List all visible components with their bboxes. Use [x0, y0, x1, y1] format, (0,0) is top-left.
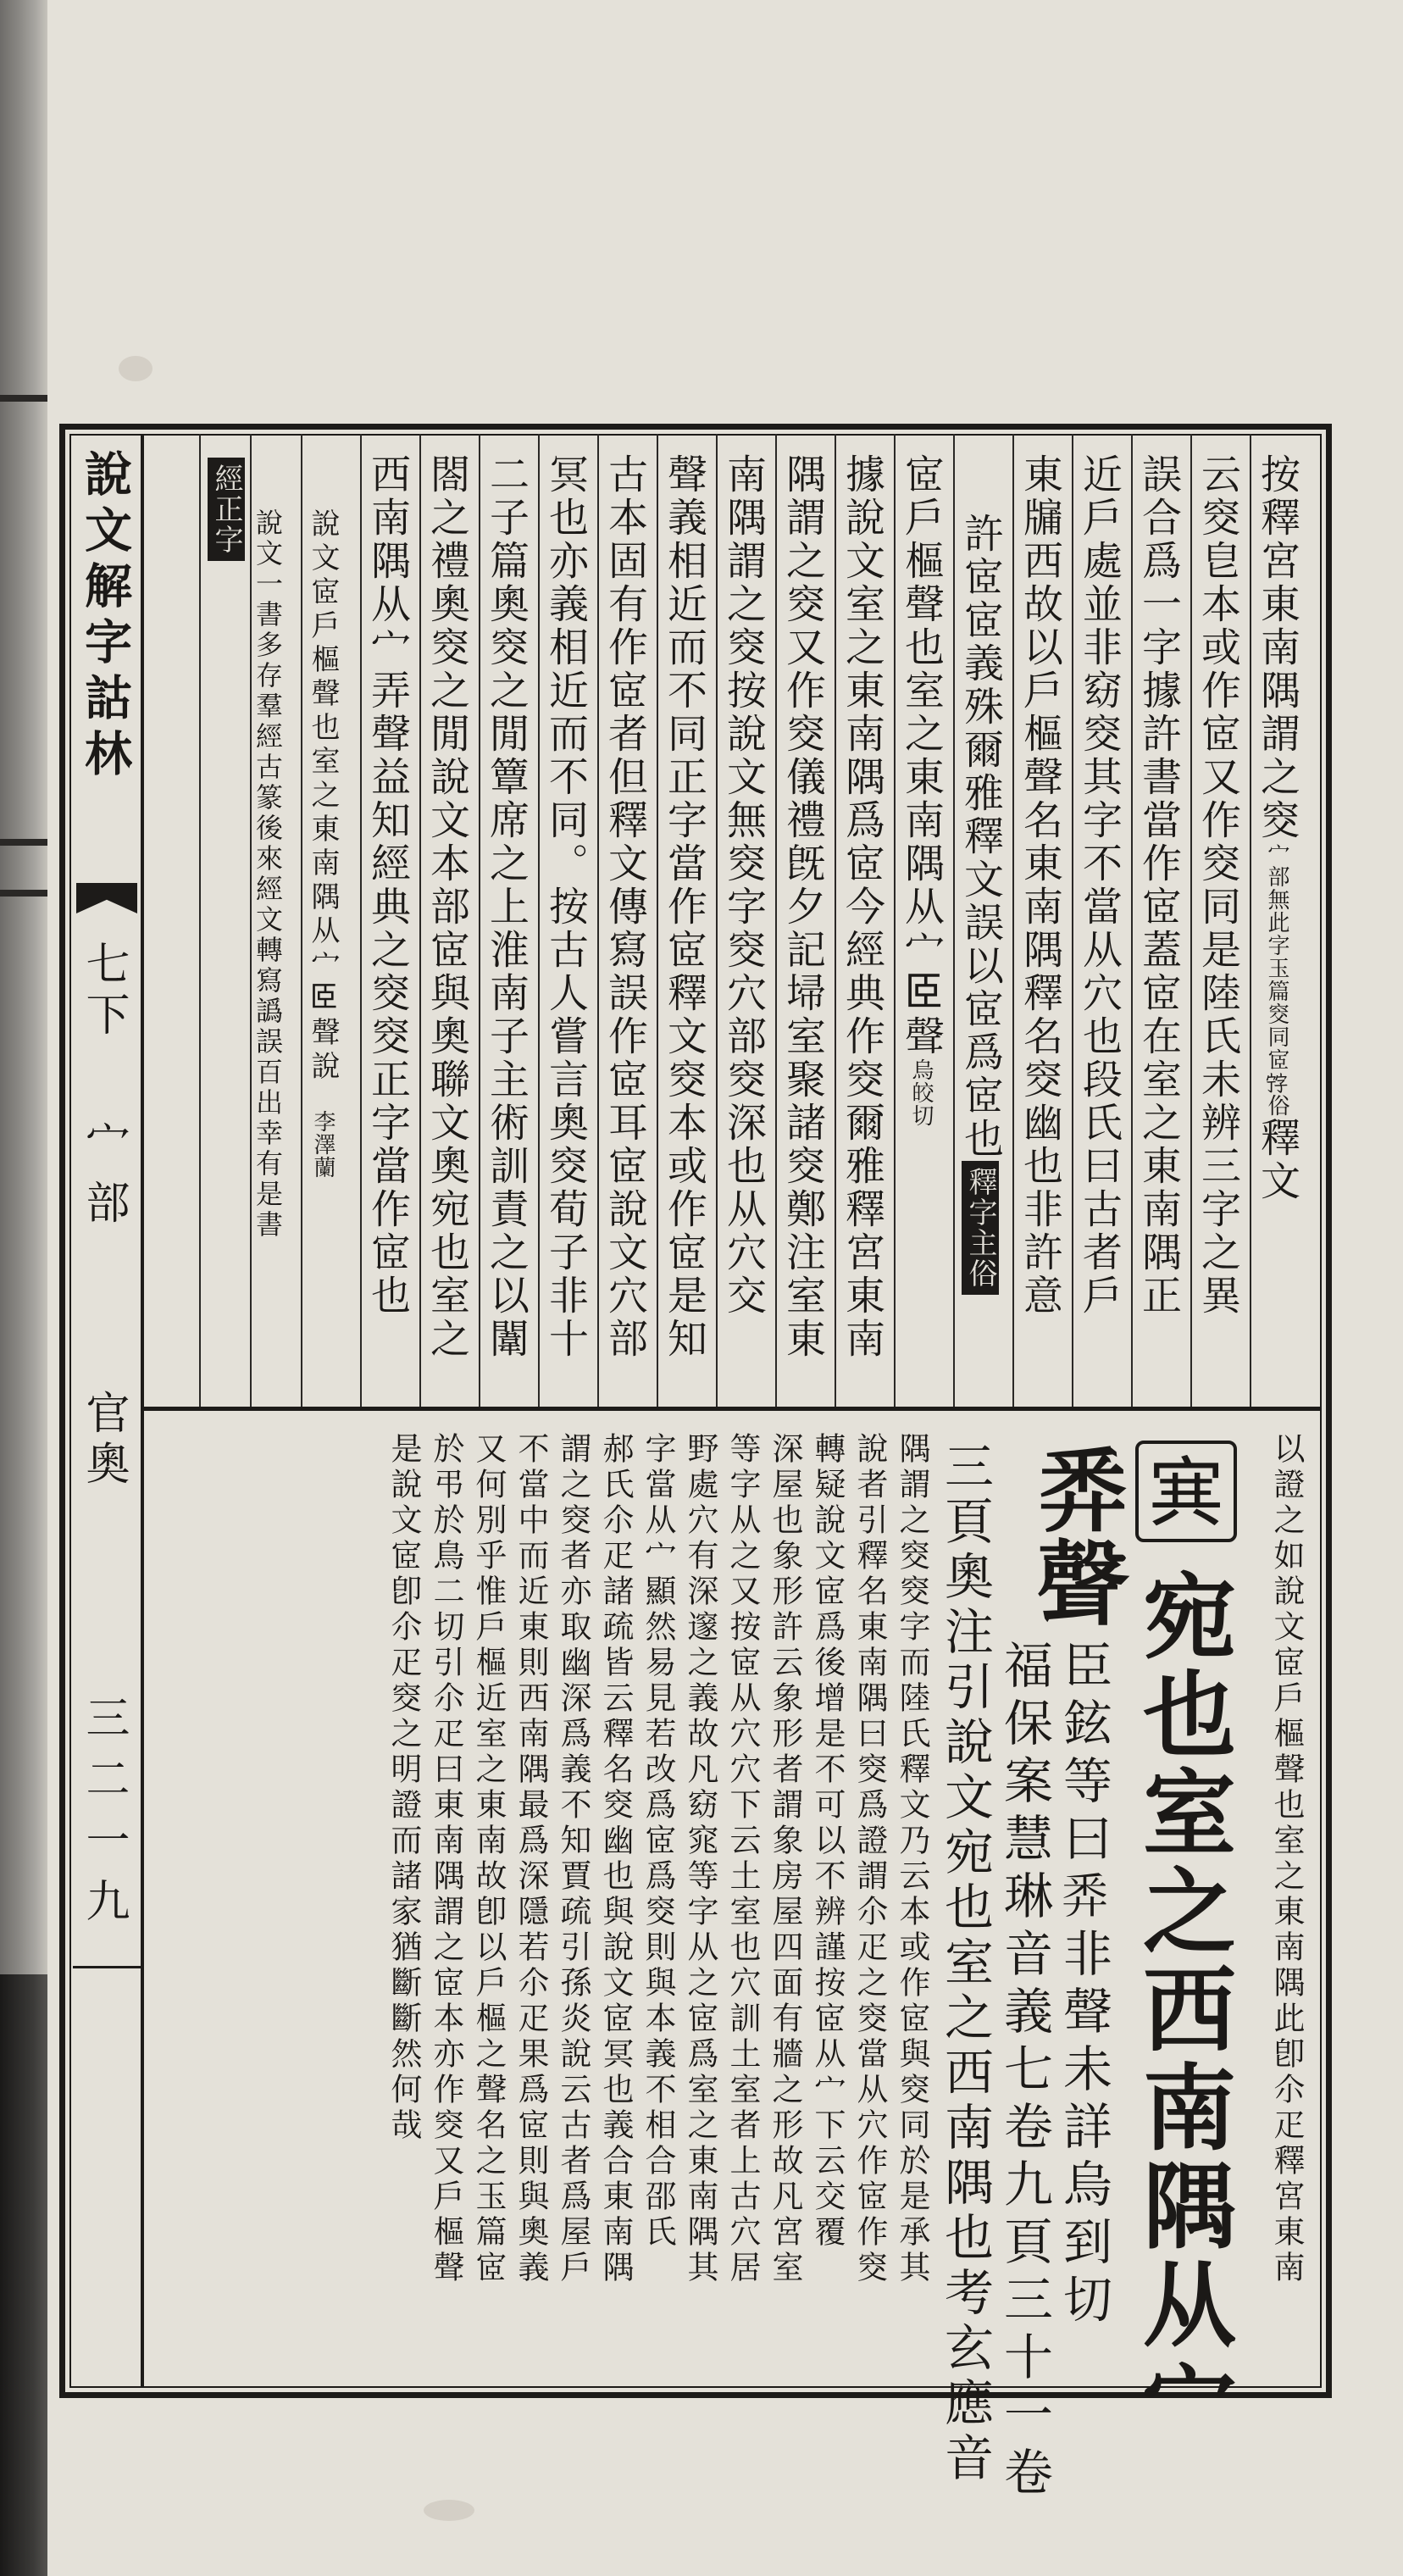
- commentary-column: 郝氏尒疋諸疏皆云釋名窔幽也與說文宧冥也義合東南隅: [597, 1432, 634, 2286]
- upper-text: 說文宧戶樞聲也室之東南隅从宀𦣞聲說: [306, 508, 340, 1085]
- spine-shadow: [0, 1974, 47, 2576]
- spine-band: [0, 839, 47, 846]
- commentary-column: 深屋也象形許云象形者謂象房屋四面有牆之形故凡宮室: [767, 1432, 803, 2286]
- fubao-note-2: 三頁奧注引說文宛也室之西南隅也考玄應音: [936, 1441, 994, 2487]
- upper-column-11: 聲義相近而不同正字當作宧釋文窔本或作宧是知: [661, 453, 707, 1361]
- column-rule: [1072, 434, 1073, 1407]
- column-rule: [1190, 434, 1192, 1407]
- seal-script-glyph: 𡨄: [1135, 1441, 1237, 1542]
- upper-column-9: 隅謂之窔又作窔儀禮旣夕記埽室聚諸窔鄭注室東: [779, 453, 826, 1361]
- commentary-column: 於弔於鳥二切引尒疋曰東南隅謂之宧本亦作窔又戶樞聲: [428, 1432, 464, 2286]
- commentary-column: 字當从宀顯然易見若改爲宧爲窔則與本義不相合邵氏: [640, 1432, 676, 2251]
- fubao-note-1: 福保案慧琳音義七卷九頁三十一卷: [995, 1640, 1053, 2504]
- commentary-column: 轉疑說文宧爲後增是不可以不辨謹按宧从宀下云交覆: [809, 1432, 846, 2251]
- upper-text: 許宧宧義殊爾雅釋文誤以宧爲宧也: [957, 513, 1004, 1161]
- upper-column-6: [957, 513, 1004, 1295]
- column-rule: [419, 434, 421, 1407]
- commentary-column: 野處穴有深邃之義故凡窈窕等字从之宧爲室之東南隅其: [682, 1432, 718, 2286]
- paper-stain: [424, 2500, 474, 2521]
- upper-column-16: 西南隅从宀弄聲益知經典之窔窔正字當作宧也: [364, 453, 411, 1318]
- banxin-foot-rule: [73, 1966, 141, 1968]
- commentary-column: 以證之如說文宧戶樞聲也室之東南隅此卽尒疋釋宮東南: [1268, 1432, 1305, 2286]
- spine-band: [0, 890, 47, 897]
- commentary-column: 隅謂之窔窔字而陸氏釋文乃云本或作宧與窔同於是承其: [894, 1432, 930, 2286]
- commentary-column: 又何別乎惟戶樞近室之東南故卽以戶樞之聲名之玉篇宧: [470, 1432, 507, 2286]
- book-spine-edge: [0, 0, 47, 2576]
- boxed-label: 釋字主俗: [962, 1161, 999, 1295]
- entry-phonetic: 𢍏聲: [1026, 1441, 1135, 1627]
- commentary-column: 說者引釋名東南隅曰窔爲證謂尒疋之窔當从穴作宧作窔: [851, 1432, 888, 2286]
- column-rule: [597, 434, 599, 1407]
- upper-column-1: [1254, 453, 1300, 1203]
- upper-column-17: [306, 508, 340, 1179]
- banxin-separator: [141, 434, 144, 2388]
- column-rule: [953, 434, 955, 1407]
- column-rule: [894, 434, 896, 1407]
- zhengzi-box-column: [207, 458, 247, 561]
- register-divider: [144, 1407, 1322, 1411]
- column-rule: [479, 434, 480, 1407]
- upper-column-10: 南隅謂之窔按說文無窔字窔穴部窔深也从穴交: [720, 453, 767, 1318]
- column-rule: [775, 434, 777, 1407]
- radical-section-label: 宀部: [78, 1119, 129, 1241]
- column-rule: [1131, 434, 1133, 1407]
- upper-column-3: 誤合爲一字據許書當作宧蓋宧在室之東南隅正: [1135, 453, 1182, 1318]
- spine-band: [0, 395, 47, 402]
- book-title: 說文解字詁林: [77, 449, 133, 785]
- column-rule: [657, 434, 658, 1407]
- upper-text: 按釋宮東南隅謂之窔: [1254, 453, 1300, 842]
- upper-label: 釋文: [1254, 1117, 1300, 1203]
- author-name: 李澤蘭: [310, 1110, 336, 1179]
- upper-column-2: 云窔皀本或作宧又作窔同是陸氏未辨三字之異: [1195, 453, 1241, 1318]
- column-rule: [716, 434, 718, 1407]
- column-rule: [360, 434, 362, 1407]
- column-rule: [835, 434, 836, 1407]
- upper-column-5: 東牖西故以戶樞聲名東南隅釋名窔幽也非許意: [1017, 453, 1063, 1318]
- column-rule: [301, 434, 302, 1407]
- column-rule: [538, 434, 540, 1407]
- commentary-column: 謂之窔者亦取幽深爲義不知賈疏引孫炎說云古者爲屋戶: [555, 1432, 591, 2286]
- commentary-column: 等字从之又按宧从穴穴下云土室也穴訓土室者上古穴居: [724, 1432, 761, 2286]
- upper-column-4: 近戶處並非窈窔其字不當从穴也段氏曰古者戶: [1076, 453, 1123, 1318]
- entry-definition: 宛也室之西南隅从宀: [1128, 1568, 1237, 2452]
- volume-label: 七下: [78, 941, 129, 1042]
- commentary-column: 不當中而近東則西南隅最爲深隱若尒疋果爲宧則與奧義: [513, 1432, 549, 2286]
- inline-note: 烏皎切: [908, 1058, 934, 1127]
- upper-text: 宧戶樞聲也室之東南隅从宀𦣞聲: [898, 453, 945, 1058]
- inline-note: 宀部無此字玉篇窔同宧𡨸俗: [1264, 842, 1289, 1117]
- zhengzi-label: 經正字: [208, 458, 245, 561]
- column-rule: [199, 434, 201, 1407]
- upper-column-13: 冥也亦義相近而不同。按古人嘗言奧窔荀子非十: [542, 453, 589, 1361]
- upper-column-8: 據說文室之東南隅爲宧今經典作窔爾雅釋宮東南: [839, 453, 885, 1361]
- entry-chars-label: 官奧: [78, 1390, 129, 1491]
- paper-stain: [119, 356, 152, 381]
- column-rule: [1012, 434, 1014, 1407]
- upper-column-7: [898, 453, 945, 1127]
- page-number: 三二一九: [78, 1695, 129, 1939]
- commentary-column: 是說文宧卽尒疋窔之明證而諸家猶斷斷然何哉: [385, 1432, 422, 2144]
- upper-column-18: 說文一書多存羣經古篆後來經文轉寫譌誤百出幸有是書: [252, 508, 284, 1241]
- xuan-note: 臣鉉等曰𢍏非聲未詳烏到切: [1055, 1640, 1112, 2331]
- upper-column-12: 古本固有作宧者但釋文傳寫誤作宧耳宧說文穴部: [602, 453, 648, 1361]
- upper-column-15: 閤之禮奧窔之閒說文本部宧與奧聯文奧宛也室之: [424, 453, 470, 1361]
- upper-column-14: 二子篇奧窔之閒簟席之上淮南子主術訓責之以闈: [483, 453, 530, 1361]
- column-rule: [1250, 434, 1251, 1407]
